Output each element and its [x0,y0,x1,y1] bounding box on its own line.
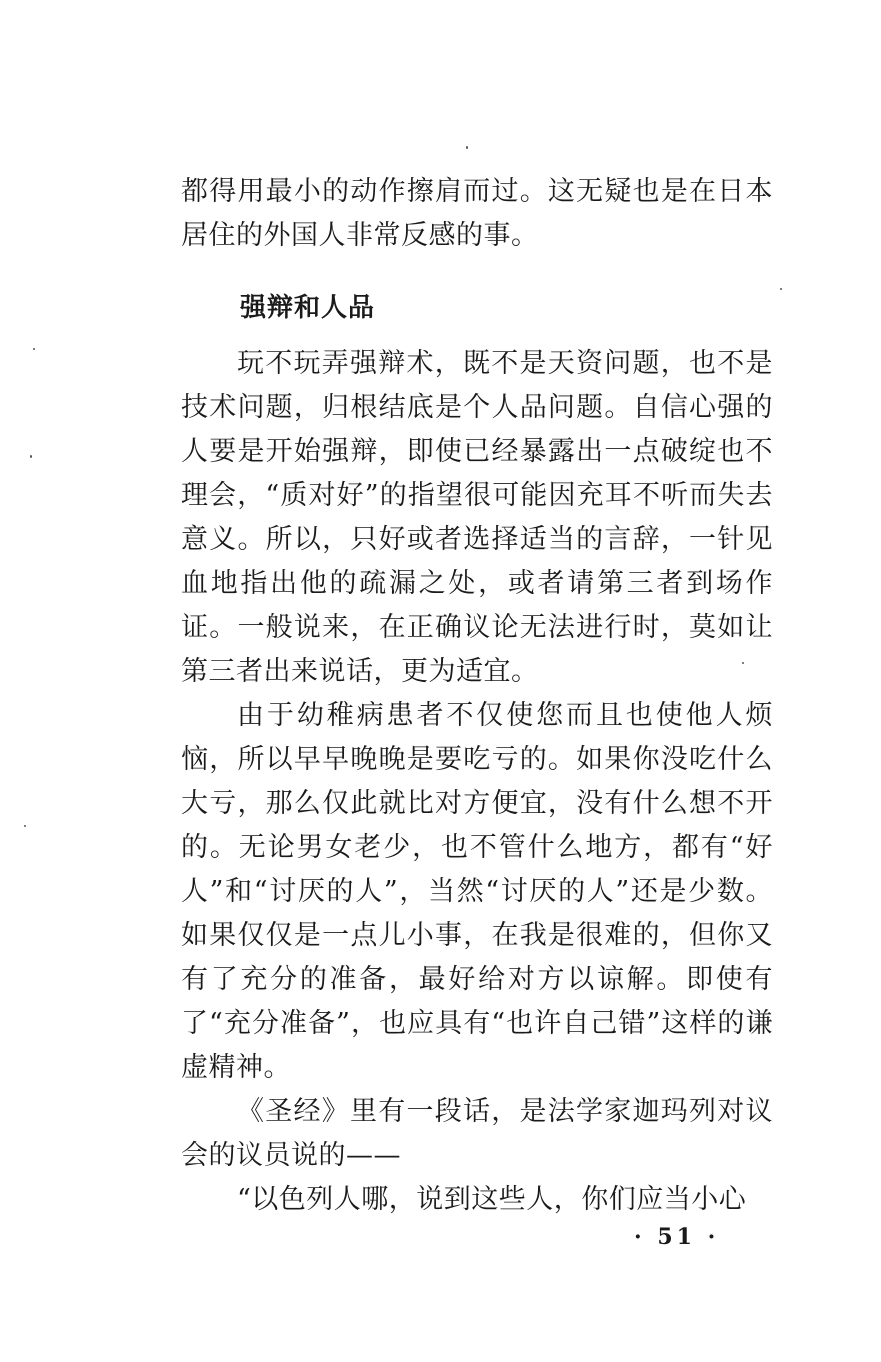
scan-speck [24,825,26,827]
scan-speck [742,662,744,664]
section-heading: 强辩和人品 [240,293,376,323]
scan-speck [466,146,468,149]
scan-speck [33,348,35,350]
continued-text-block [181,170,773,258]
paragraph-1: 玩不玩弄强辩术，既不是天资问题，也不是技术问题，归根结底是个人品问题。自信心强的人要是开始强辩，即使已经暴露出一点破绽也不理会，“质对好”的指望很可能因充耳不听而失去意义。所以，只好或者选择适当的言辞，一针见血地指出他的疏漏之处，或者请第三者到场作证。一般说来，在正确议论无法进行时，莫如让第三者出来说话，更为适宜。 [181,348,773,687]
scan-speck [780,288,782,290]
paragraph-continued: 都得用最小的动作擦肩而过。这无疑也是在日本居住的外国人非常反感的事。 [181,176,773,251]
scan-speck [30,455,32,458]
main-text-block [181,342,773,1222]
page-number: · 51 · [634,1224,720,1250]
paragraph-2: 由于幼稚病患者不仅使您而且也使他人烦恼，所以早早晚晚是要吃亏的。如果你没吃什么大亏，那么仅此就比对方便宜，没有什么想不开的。无论男女老少，也不管什么地方，都有“好人”和“讨厌的人”，当然“讨厌的人”还是少数。如果仅仅是一点儿小事，在我是很难的，但你又有了充分的准备，最好给对方以谅解。即使有了“充分准备”，也应具有“也许自己错”这样的谦虚精神。 [181,700,773,1083]
paragraph-4: “以色列人哪，说到这些人，你们应当小心 [237,1184,747,1215]
paragraph-3: 《圣经》里有一段话，是法学家迦玛列对议会的议员说的—— [181,1096,773,1171]
